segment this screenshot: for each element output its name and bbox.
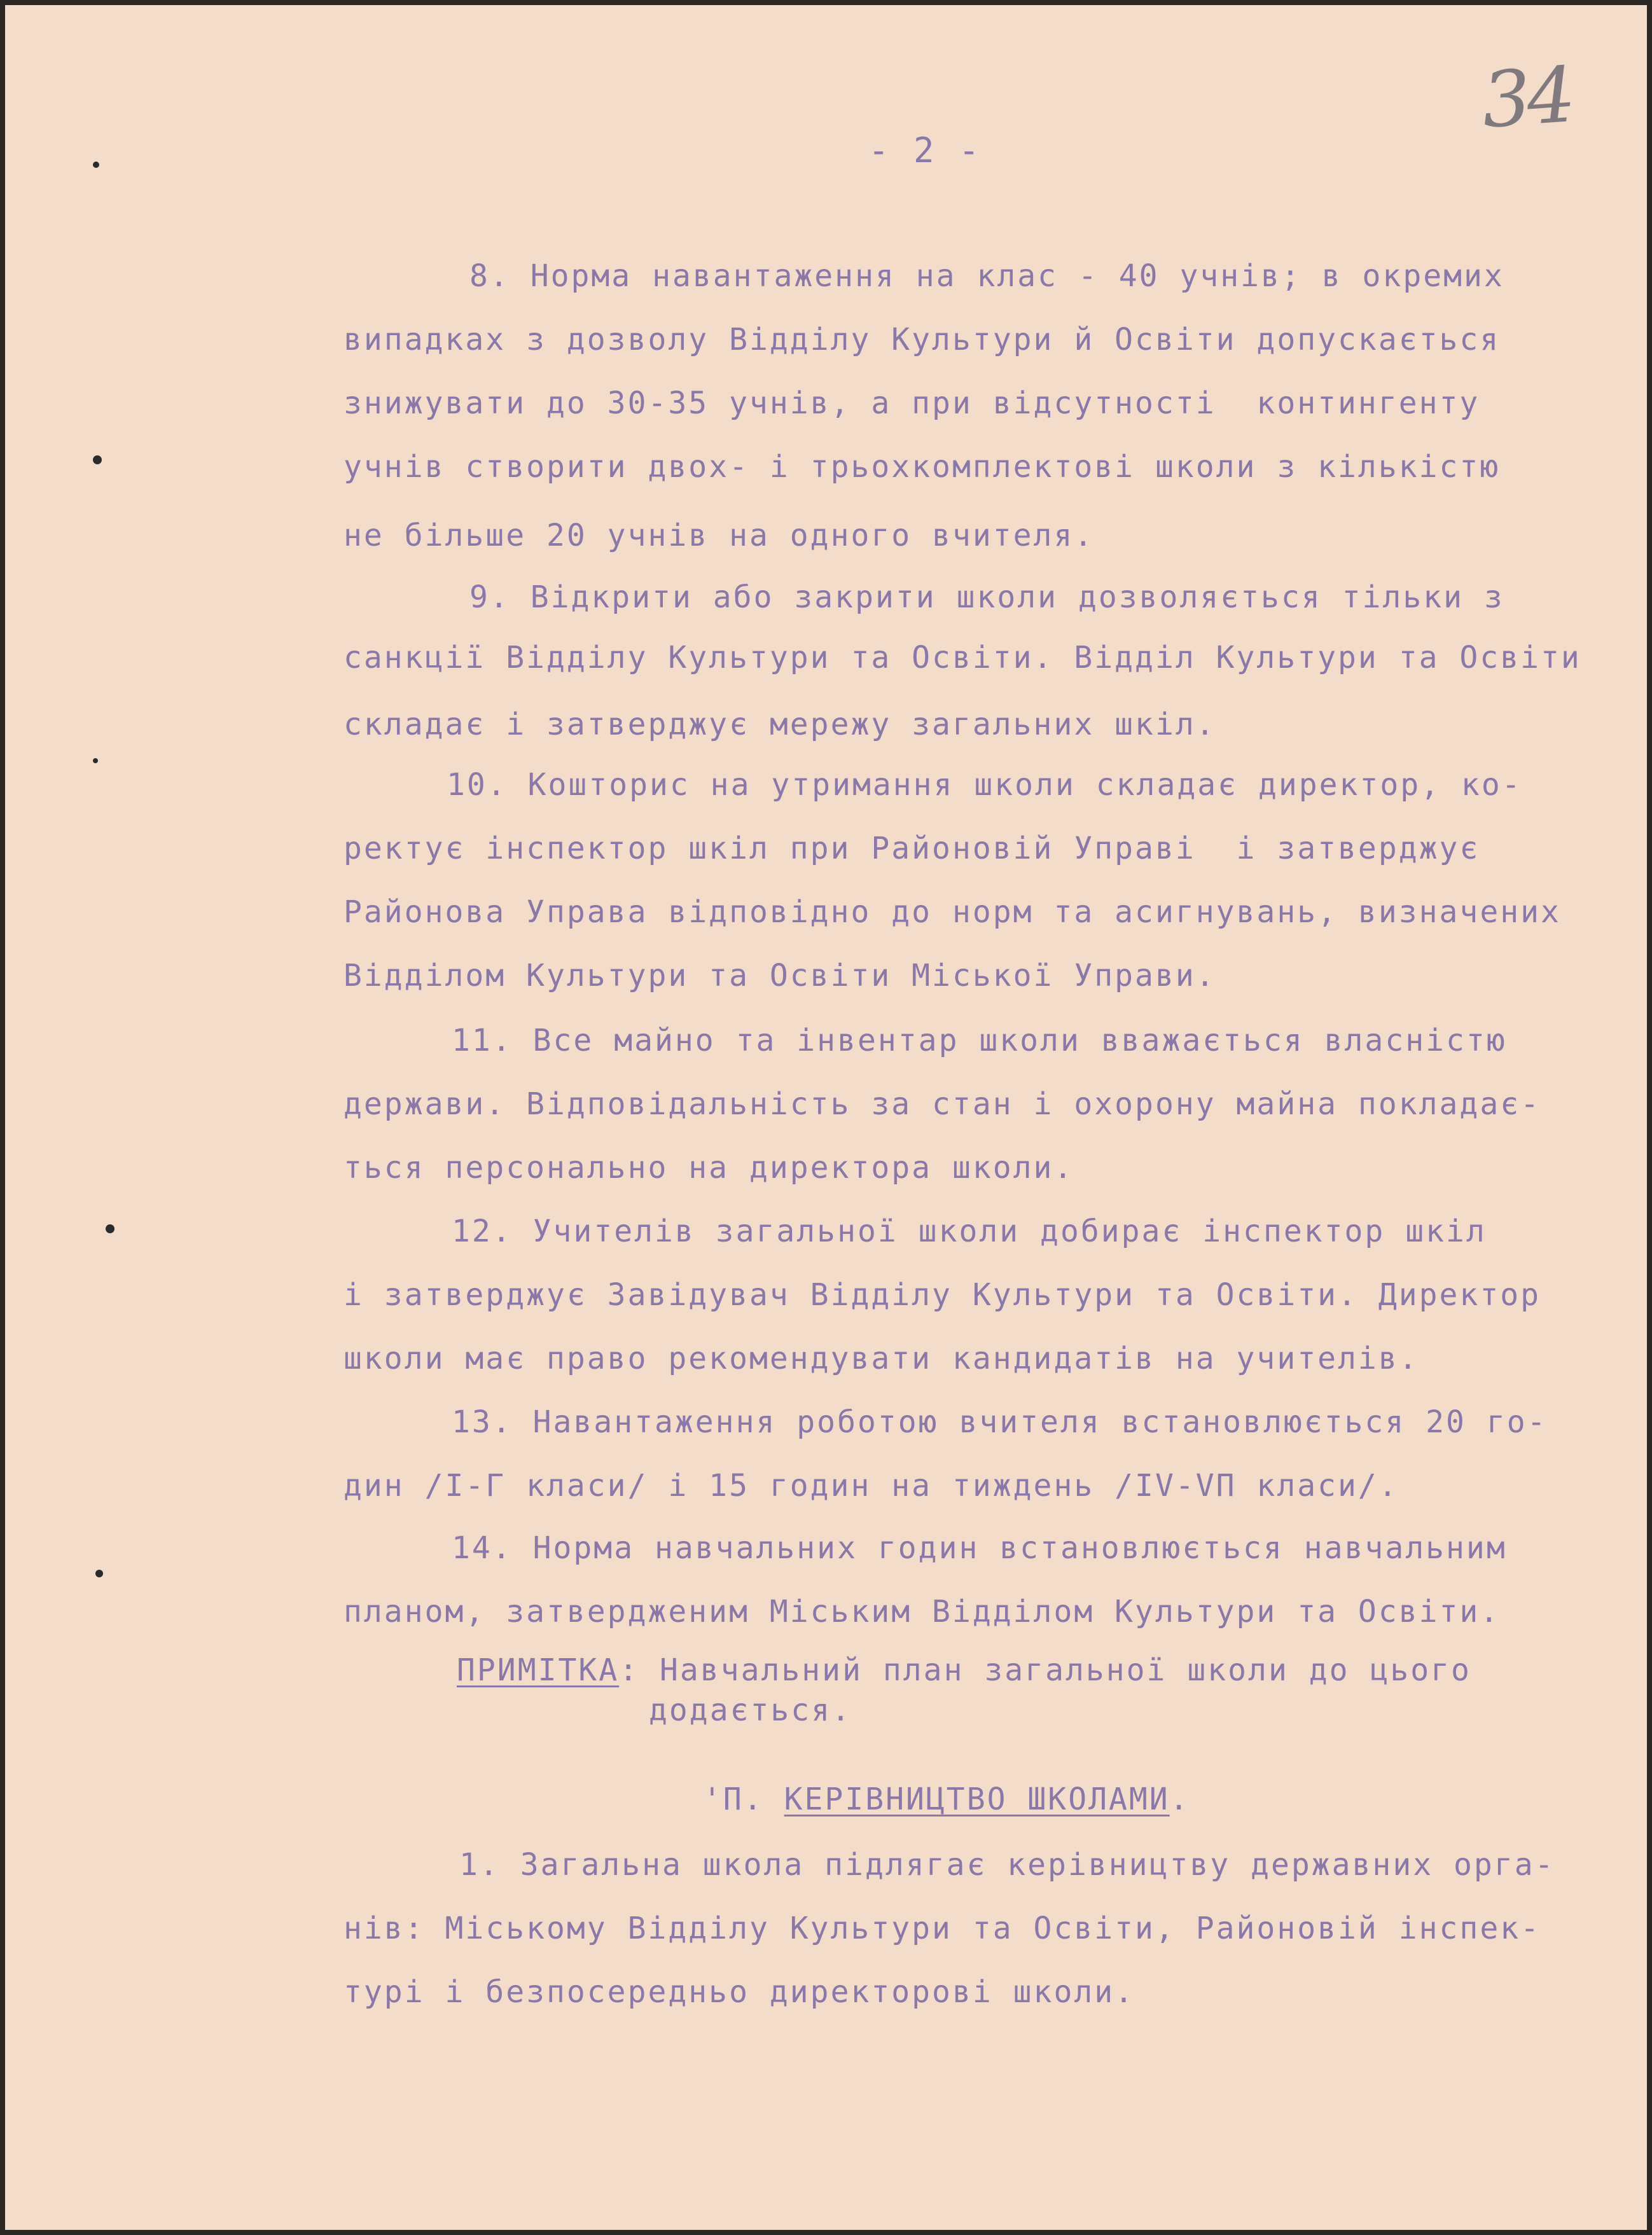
p12-line-2: і затверджує Завідувач Відділу Культури та Освіти. Директор xyxy=(344,1277,1541,1313)
p8-line-4: учнів створити двох- і трьохкомплектові школи з кількістю xyxy=(344,449,1501,485)
scan-border-left xyxy=(0,0,5,2235)
p9-line-3: складає і затверджує мережу загальних шкіл. xyxy=(344,707,1216,742)
page-number: - 2 - xyxy=(868,130,982,170)
note-line-1 xyxy=(457,1652,1471,1688)
p10-line-1: 10. Кошторис на утримання школи складає директор, ко- xyxy=(447,767,1522,803)
p11-line-2: держави. Відповідальність за стан і охорону майна покладає- xyxy=(344,1086,1541,1122)
archive-folio-number: 34 xyxy=(1479,51,1575,146)
p10-line-3: Районова Управа відповідно до норм та асигнувань, визначених xyxy=(344,894,1561,930)
s1-line-1: 1. Загальна школа підлягає керівництву державних орга- xyxy=(459,1847,1555,1883)
p14-line-2: планом, затвердженим Міським Відділом Культури та Освіти. xyxy=(344,1594,1501,1630)
punch-mark xyxy=(93,758,98,763)
note-line-2: додається. xyxy=(649,1692,852,1728)
scan-border-bottom xyxy=(0,2230,1652,2235)
scan-border-top xyxy=(0,0,1652,5)
p13-line-1: 13. Навантаження роботою вчителя встановлюється 20 го- xyxy=(452,1404,1548,1440)
p12-line-1: 12. Учителів загальної школи добирає інспектор шкіл xyxy=(452,1214,1487,1249)
s1-line-3: турі і безпосередньо директорові школи. xyxy=(344,1974,1135,2010)
section-numeral: 'П. xyxy=(703,1782,764,1817)
p14-line-1: 14. Норма навчальних годин встановлюється навчальним xyxy=(452,1530,1507,1566)
punch-mark xyxy=(93,455,102,464)
p8-line-2: випадках з дозволу Відділу Культури й Освіти допускається xyxy=(344,322,1501,357)
p9-line-2: санкції Відділу Культури та Освіти. Відділ Культури та Освіти xyxy=(344,640,1581,675)
section-heading xyxy=(703,1784,1190,1815)
p10-line-4: Відділом Культури та Освіти Міської Управи. xyxy=(344,958,1216,993)
p8-line-1: 8. Норма навантаження на клас - 40 учнів; в окремих xyxy=(469,258,1504,294)
s1-line-2: нів: Міському Відділу Культури та Освіти, Районовій інспек- xyxy=(344,1911,1541,1946)
p10-line-2: ректує інспектор шкіл при Районовій Управі і затверджує xyxy=(344,831,1480,866)
p12-line-3: школи має право рекомендувати кандидатів на учителів. xyxy=(344,1341,1419,1376)
punch-mark xyxy=(93,162,99,168)
p11-line-1: 11. Все майно та інвентар школи вважається власністю xyxy=(452,1023,1507,1058)
scan-border-right xyxy=(1647,0,1652,2235)
p8-line-3: знижувати до 30-35 учнів, а при відсутності контингенту xyxy=(344,385,1480,421)
section-dot: . xyxy=(1169,1782,1190,1817)
p11-line-3: ться персонально на директора школи. xyxy=(344,1150,1074,1186)
note-text-1: Навчальний план загальної школи до цього xyxy=(639,1652,1471,1688)
p9-line-1: 9. Відкрити або закрити школи дозволяється тільки з xyxy=(469,579,1504,615)
p13-line-2: дин /І-Г класи/ і 15 годин на тиждень /ІV-VП класи/. xyxy=(344,1468,1399,1504)
note-label: ПРИМІТКА xyxy=(457,1652,620,1688)
punch-mark xyxy=(95,1570,103,1577)
punch-mark xyxy=(106,1224,115,1233)
section-title: КЕРІВНИЦТВО ШКОЛАМИ xyxy=(784,1782,1170,1817)
p8-line-5: не більше 20 учнів на одного вчителя. xyxy=(344,518,1095,553)
note-colon: : xyxy=(619,1652,640,1688)
